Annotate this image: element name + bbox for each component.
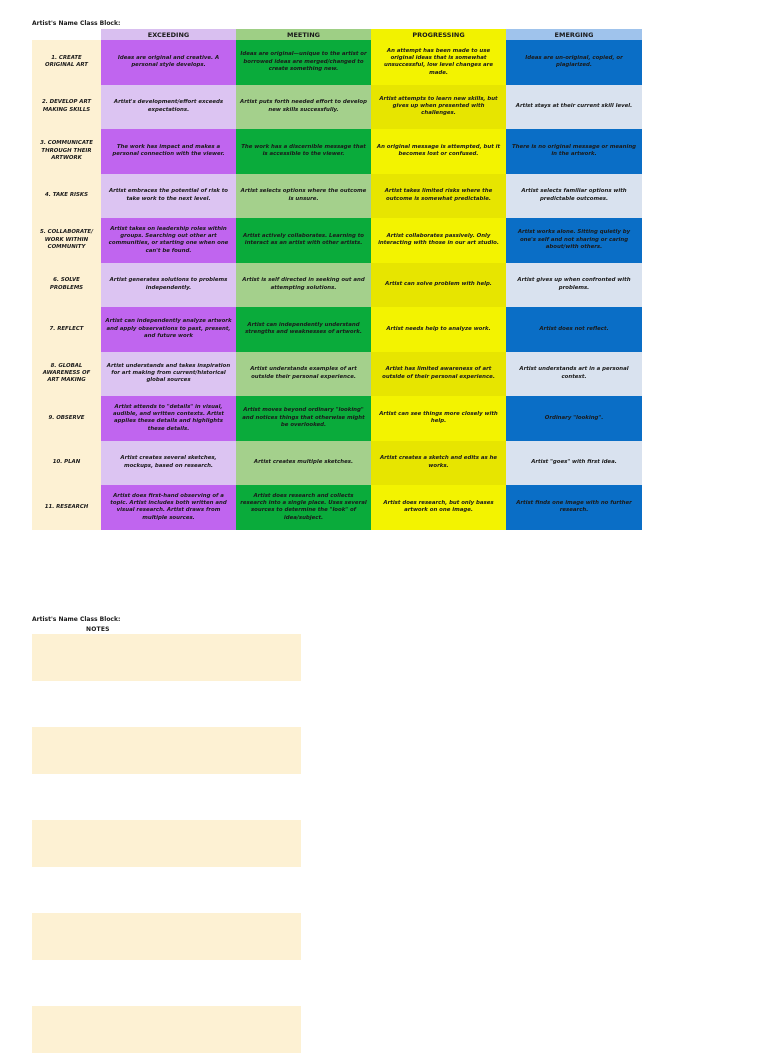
progressing-cell: Artist can see things more closely with help. bbox=[371, 396, 506, 441]
progressing-cell: Artist does research, but only bases artwork on one image. bbox=[371, 485, 506, 530]
exceeding-cell: Artist can independently analyze artwork and apply observations to past, present, and future work bbox=[101, 307, 236, 352]
progressing-cell: Artist collaborates passively. Only interacting with those in our art studio. bbox=[371, 218, 506, 263]
rubric-row bbox=[32, 485, 642, 530]
meeting-cell: The work has a discernible message that is accessible to the viewer. bbox=[236, 129, 371, 174]
meeting-cell: Artist selects options where the outcome is unsure. bbox=[236, 174, 371, 219]
note-box[interactable] bbox=[32, 913, 301, 960]
criterion-column-header bbox=[32, 29, 101, 40]
progressing-cell: Artist creates a sketch and edits as he works. bbox=[371, 441, 506, 486]
progressing-cell: Artist takes limited risks where the outcome is somewhat predictable. bbox=[371, 174, 506, 219]
rubric-row bbox=[32, 85, 642, 130]
exceeding-cell: Ideas are original and creative. A personal style develops. bbox=[101, 40, 236, 85]
emerging-cell: Artist works alone. Sitting quietly by one's self and not sharing or caring about/with others. bbox=[506, 218, 642, 263]
exceeding-cell: The work has impact and makes a personal connection with the viewer. bbox=[101, 129, 236, 174]
exceeding-cell: Artist generates solutions to problems independently. bbox=[101, 263, 236, 308]
criterion-cell: 8. GLOBAL AWARENESS OF ART MAKING bbox=[32, 352, 101, 397]
emerging-cell: Artist stays at their current skill level. bbox=[506, 85, 642, 130]
rubric-row bbox=[32, 441, 642, 486]
meeting-cell: Artist puts forth needed effort to develop new skills successfully. bbox=[236, 85, 371, 130]
criterion-cell: 2. DEVELOP ART MAKING SKILLS bbox=[32, 85, 101, 130]
criterion-cell: 11. RESEARCH bbox=[32, 485, 101, 530]
emerging-cell: Artist "goes" with first idea. bbox=[506, 441, 642, 486]
notes-artist-name-label: Artist's Name Class Block: bbox=[32, 616, 121, 623]
exceeding-cell: Artist understands and takes inspiration for art making from current/historical global sources bbox=[101, 352, 236, 397]
note-box[interactable] bbox=[32, 727, 301, 774]
exceeding-cell: Artist takes on leadership roles within groups. Searching out other art communities, or starting one when one can't be found. bbox=[101, 218, 236, 263]
meeting-cell: Artist is self directed in seeking out and attempting solutions. bbox=[236, 263, 371, 308]
emerging-cell: Artist does not reflect. bbox=[506, 307, 642, 352]
artist-name-class-block-label: Artist's Name Class Block: bbox=[32, 20, 121, 27]
progressing-cell: Artist has limited awareness of art outside of their personal experience. bbox=[371, 352, 506, 397]
criterion-cell: 7. REFLECT bbox=[32, 307, 101, 352]
progressing-cell: An original message is attempted, but it becomes lost or confused. bbox=[371, 129, 506, 174]
rubric-row bbox=[32, 40, 642, 85]
rubric-header-row bbox=[32, 29, 642, 40]
exceeding-cell: Artist's development/effort exceeds expectations. bbox=[101, 85, 236, 130]
meeting-cell: Artist actively collaborates. Learning to interact as an artist with other artists. bbox=[236, 218, 371, 263]
rubric-table bbox=[32, 29, 642, 530]
rubric-row bbox=[32, 129, 642, 174]
progressing-cell: Artist can solve problem with help. bbox=[371, 263, 506, 308]
exceeding-cell: Artist does first-hand observing of a topic. Artist includes both written and visual research. Artist draws from multiple sources. bbox=[101, 485, 236, 530]
meeting-cell: Artist understands examples of art outside their personal experience. bbox=[236, 352, 371, 397]
exceeding-cell: Artist creates several sketches, mockups, based on research. bbox=[101, 441, 236, 486]
exceeding-cell: Artist embraces the potential of risk to take work to the next level. bbox=[101, 174, 236, 219]
meeting-cell: Ideas are original—unique to the artist or borrowed ideas are merged/changed to create something new. bbox=[236, 40, 371, 85]
exceeding-cell: Artist attends to "details" in visual, audible, and written contexts. Artist applies these details and highlights these details. bbox=[101, 396, 236, 441]
meeting-cell: Artist can independently understand strengths and weaknesses of artwork. bbox=[236, 307, 371, 352]
meeting-cell: Artist does research and collects research into a single place. Uses several sources to determine the "look" of idea/subject. bbox=[236, 485, 371, 530]
note-box[interactable] bbox=[32, 634, 301, 681]
progressing-column-header: PROGRESSING bbox=[371, 29, 506, 40]
criterion-cell: 6. SOLVE PROBLEMS bbox=[32, 263, 101, 308]
criterion-cell: 10. PLAN bbox=[32, 441, 101, 486]
criterion-cell: 1. CREATE ORIGINAL ART bbox=[32, 40, 101, 85]
rubric-row bbox=[32, 396, 642, 441]
meeting-cell: Artist creates multiple sketches. bbox=[236, 441, 371, 486]
emerging-cell: Artist selects familiar options with predictable outcomes. bbox=[506, 174, 642, 219]
criterion-cell: 4. TAKE RISKS bbox=[32, 174, 101, 219]
note-box[interactable] bbox=[32, 1006, 301, 1053]
rubric-row bbox=[32, 174, 642, 219]
criterion-cell: 9. OBSERVE bbox=[32, 396, 101, 441]
emerging-cell: Artist gives up when confronted with problems. bbox=[506, 263, 642, 308]
rubric-row bbox=[32, 218, 642, 263]
notes-heading: NOTES bbox=[86, 626, 110, 633]
note-box[interactable] bbox=[32, 820, 301, 867]
criterion-cell: 5. COLLABORATE/ WORK WITHIN COMMUNITY bbox=[32, 218, 101, 263]
exceeding-column-header: EXCEEDING bbox=[101, 29, 236, 40]
progressing-cell: Artist needs help to analyze work. bbox=[371, 307, 506, 352]
rubric-row bbox=[32, 307, 642, 352]
meeting-column-header: MEETING bbox=[236, 29, 371, 40]
emerging-cell: Artist understands art in a personal context. bbox=[506, 352, 642, 397]
meeting-cell: Artist moves beyond ordinary "looking" and notices things that otherwise might be overlooked. bbox=[236, 396, 371, 441]
rubric-row bbox=[32, 352, 642, 397]
emerging-cell: Ideas are un-original, copied, or plagiarized. bbox=[506, 40, 642, 85]
progressing-cell: An attempt has been made to use original ideas that is somewhat unsuccessful, low level changes are made. bbox=[371, 40, 506, 85]
rubric-row bbox=[32, 263, 642, 308]
emerging-cell: Ordinary "looking". bbox=[506, 396, 642, 441]
criterion-cell: 3. COMMUNICATE THROUGH THEIR ARTWORK bbox=[32, 129, 101, 174]
emerging-cell: There is no original message or meaning in the artwork. bbox=[506, 129, 642, 174]
emerging-cell: Artist finds one image with no further research. bbox=[506, 485, 642, 530]
emerging-column-header: EMERGING bbox=[506, 29, 642, 40]
progressing-cell: Artist attempts to learn new skills, but gives up when presented with challenges. bbox=[371, 85, 506, 130]
